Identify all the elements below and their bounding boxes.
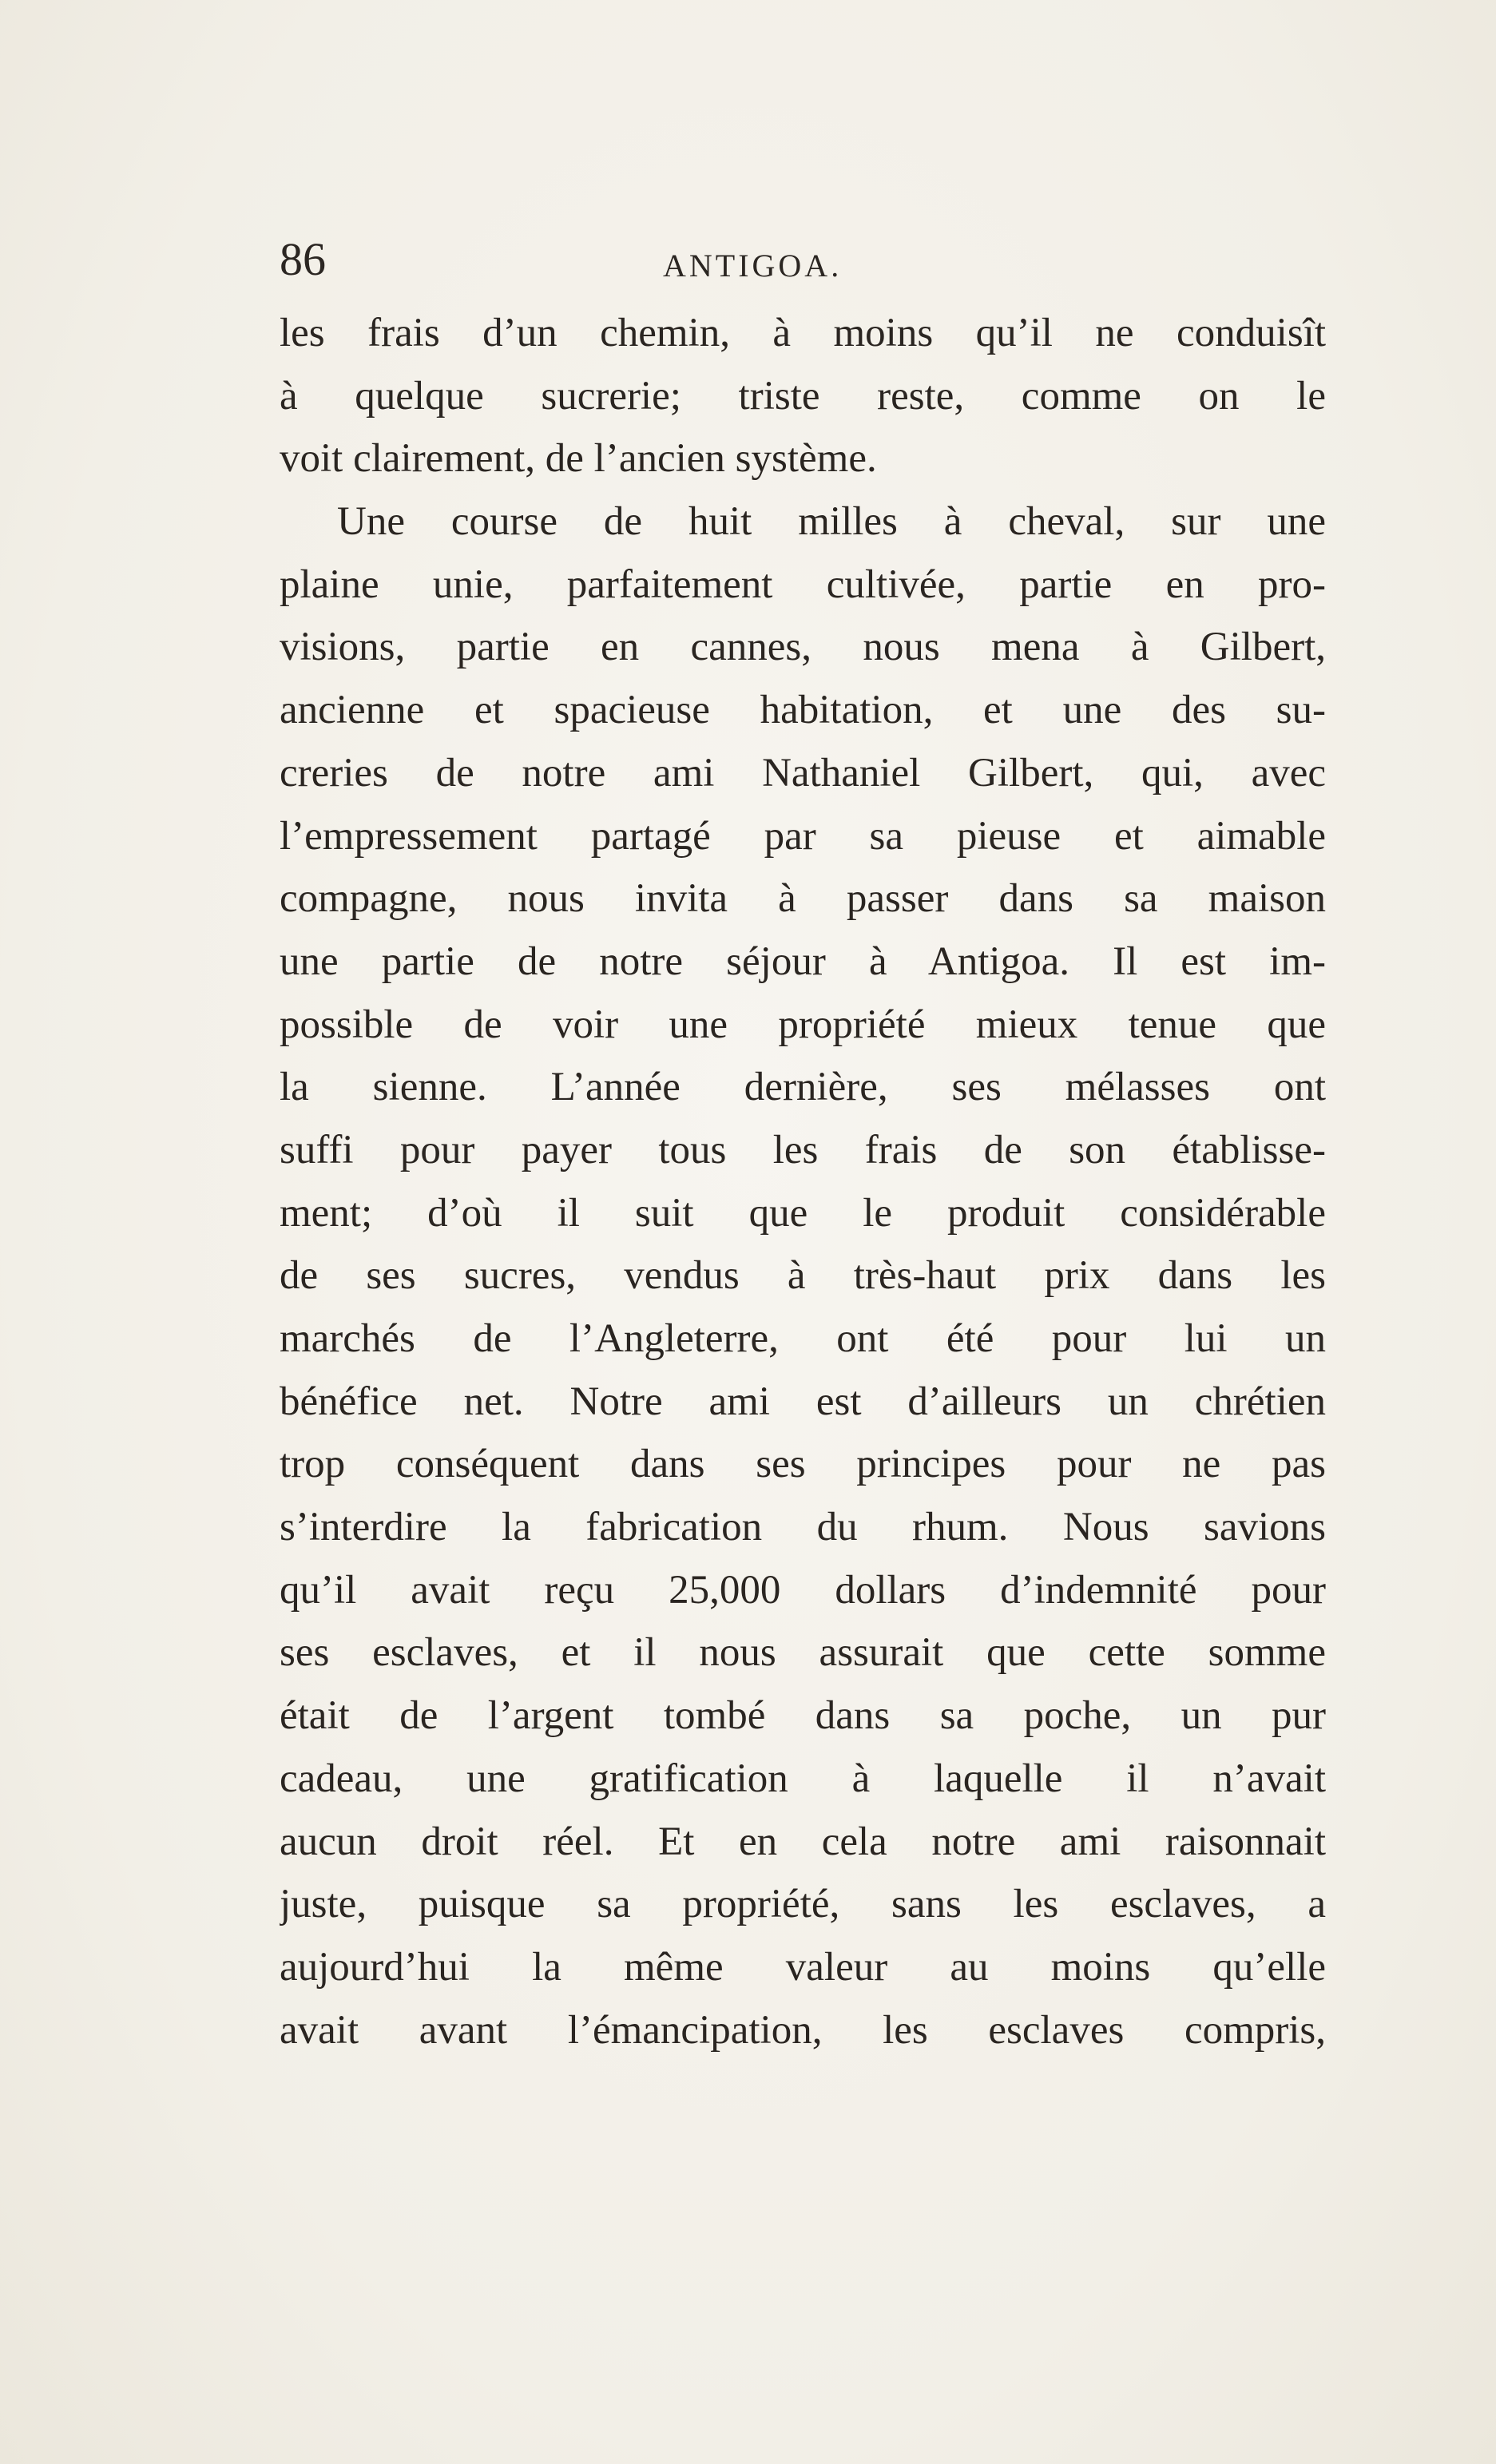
text-line: de ses sucres, vendus à très-haut prix dans les bbox=[280, 1253, 1326, 1299]
text-line: trop conséquent dans ses principes pour ne pas bbox=[280, 1442, 1326, 1487]
text-line: plaine unie, parfaitement cultivée, partie en pro- bbox=[280, 561, 1326, 607]
text-line: était de l’argent tombé dans sa poche, un pur bbox=[280, 1693, 1326, 1739]
body-text bbox=[280, 302, 1326, 2061]
text-line: cadeau, une gratification à laquelle il n’avait bbox=[280, 1756, 1326, 1801]
running-title: ANTIGOA. bbox=[663, 248, 843, 284]
text-line: bénéfice net. Notre ami est d’ailleurs un chrétien bbox=[280, 1379, 1326, 1424]
text-line: creries de notre ami Nathaniel Gilbert, qui, avec bbox=[280, 750, 1326, 796]
text-line: ment; d’où il suit que le produit considérable bbox=[280, 1190, 1326, 1236]
text-line: avait avant l’émancipation, les esclaves compris, bbox=[280, 2007, 1326, 2053]
text-line: ses esclaves, et il nous assurait que cette somme bbox=[280, 1630, 1326, 1676]
text-line: une partie de notre séjour à Antigoa. Il est im- bbox=[280, 938, 1326, 984]
text-line: possible de voir une propriété mieux tenue que bbox=[280, 1002, 1326, 1047]
text-line: marchés de l’Angleterre, ont été pour lui un bbox=[280, 1316, 1326, 1361]
text-line: qu’il avait reçu 25,000 dollars d’indemnité pour bbox=[280, 1567, 1326, 1613]
page-number: 86 bbox=[280, 233, 326, 285]
text-line: suffi pour payer tous les frais de son établisse- bbox=[280, 1127, 1326, 1172]
text-line: l’empressement partagé par sa pieuse et aimable bbox=[280, 813, 1326, 859]
text-line: aucun droit réel. Et en cela notre ami raisonnait bbox=[280, 1819, 1326, 1864]
text-line: visions, partie en cannes, nous mena à Gilbert, bbox=[280, 625, 1326, 670]
text-line: à quelque sucrerie; triste reste, comme on le bbox=[280, 373, 1326, 419]
text-line: compagne, nous invita à passer dans sa maison bbox=[280, 876, 1326, 922]
running-head bbox=[280, 228, 1326, 292]
text-line: ancienne et spacieuse habitation, et une des su- bbox=[280, 688, 1326, 733]
text-line: la sienne. L’année dernière, ses mélasses ont bbox=[280, 1065, 1326, 1110]
text-line: voit clairement, de l’ancien système. bbox=[280, 436, 877, 482]
text-line: aujourd’hui la même valeur au moins qu’elle bbox=[280, 1944, 1326, 1990]
text-line: juste, puisque sa propriété, sans les esclaves, a bbox=[280, 1882, 1326, 1927]
text-line: s’interdire la fabrication du rhum. Nous savions bbox=[280, 1505, 1326, 1550]
text-line: Une course de huit milles à cheval, sur une bbox=[337, 499, 1326, 545]
text-line: les frais d’un chemin, à moins qu’il ne conduisît bbox=[280, 311, 1326, 355]
